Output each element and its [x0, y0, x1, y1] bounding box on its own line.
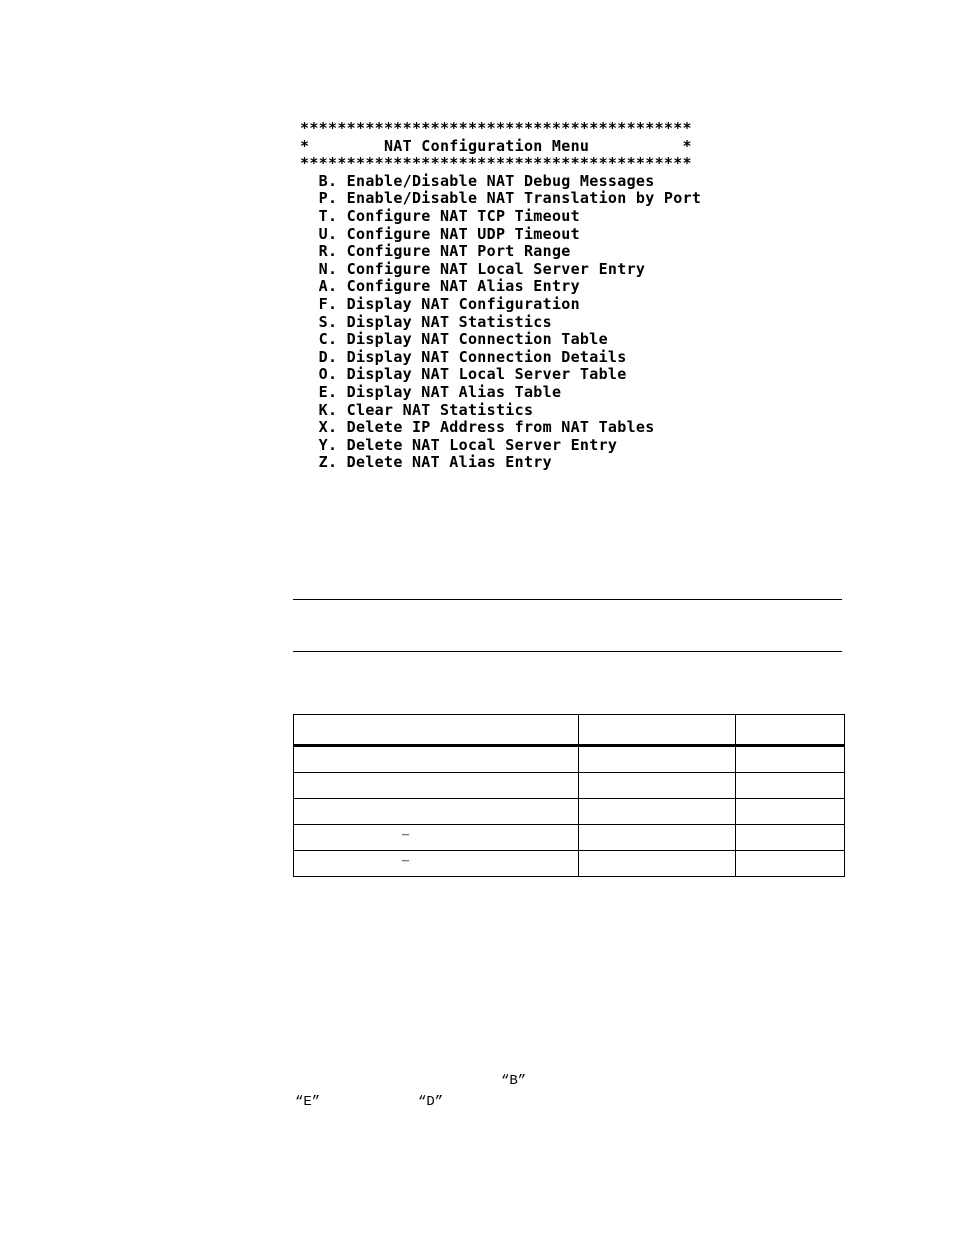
menu-item-z: Z. Delete NAT Alias Entry — [318, 453, 552, 472]
nat-configuration-menu — [300, 120, 701, 472]
menu-item-x: X. Delete IP Address from NAT Tables — [318, 418, 655, 437]
table-cell — [736, 851, 845, 877]
dash-mark: – — [402, 827, 409, 842]
menu-item-d: D. Display NAT Connection Details — [318, 347, 627, 366]
table-header-row — [294, 715, 845, 746]
table-cell — [736, 825, 845, 851]
table-cell — [294, 746, 579, 773]
table-header-cell — [579, 715, 736, 746]
dash-mark: – — [402, 853, 409, 868]
table-row — [294, 851, 845, 877]
table-cell — [294, 773, 579, 799]
table-cell — [294, 851, 579, 877]
table-cell — [579, 746, 736, 773]
table-cell — [736, 746, 845, 773]
menu-border-bottom: ****************************************** — [300, 154, 692, 173]
menu-item-f: F. Display NAT Configuration — [318, 294, 580, 313]
table-row — [294, 746, 845, 773]
menu-item-a: A. Configure NAT Alias Entry — [318, 277, 580, 296]
menu-border-top: ****************************************** — [300, 119, 692, 137]
menu-item-p: P. Enable/Disable NAT Translation by Port — [318, 189, 702, 208]
table-cell — [736, 799, 845, 825]
table-row — [294, 773, 845, 799]
menu-item-c: C. Display NAT Connection Table — [318, 330, 608, 349]
table-row — [294, 799, 845, 825]
note-rule-bottom — [293, 651, 842, 652]
table-cell — [294, 799, 579, 825]
quote-b: “B” — [501, 1073, 527, 1089]
table-cell — [579, 825, 736, 851]
table-cell — [579, 851, 736, 877]
menu-item-b: B. Enable/Disable NAT Debug Messages — [318, 171, 655, 190]
menu-item-e: E. Display NAT Alias Table — [318, 382, 562, 401]
menu-item-n: N. Configure NAT Local Server Entry — [318, 259, 646, 278]
table-header-cell — [736, 715, 845, 746]
table-cell — [294, 825, 579, 851]
table-cell — [736, 773, 845, 799]
menu-item-r: R. Configure NAT Port Range — [318, 242, 571, 261]
menu-title: * NAT Configuration Menu * — [300, 136, 692, 155]
table-row — [294, 825, 845, 851]
table-cell — [579, 799, 736, 825]
menu-item-s: S. Display NAT Statistics — [318, 312, 552, 331]
quote-e: “E” — [295, 1094, 321, 1110]
menu-item-y: Y. Delete NAT Local Server Entry — [318, 435, 618, 454]
menu-item-t: T. Configure NAT TCP Timeout — [318, 206, 580, 225]
table-cell — [579, 773, 736, 799]
note-rule-top — [293, 599, 842, 600]
menu-item-u: U. Configure NAT UDP Timeout — [318, 224, 580, 243]
menu-item-k: K. Clear NAT Statistics — [318, 400, 534, 419]
table-header-cell — [294, 715, 579, 746]
spec-table — [293, 714, 845, 877]
menu-item-o: O. Display NAT Local Server Table — [318, 365, 627, 384]
quote-d: “D” — [418, 1094, 444, 1110]
